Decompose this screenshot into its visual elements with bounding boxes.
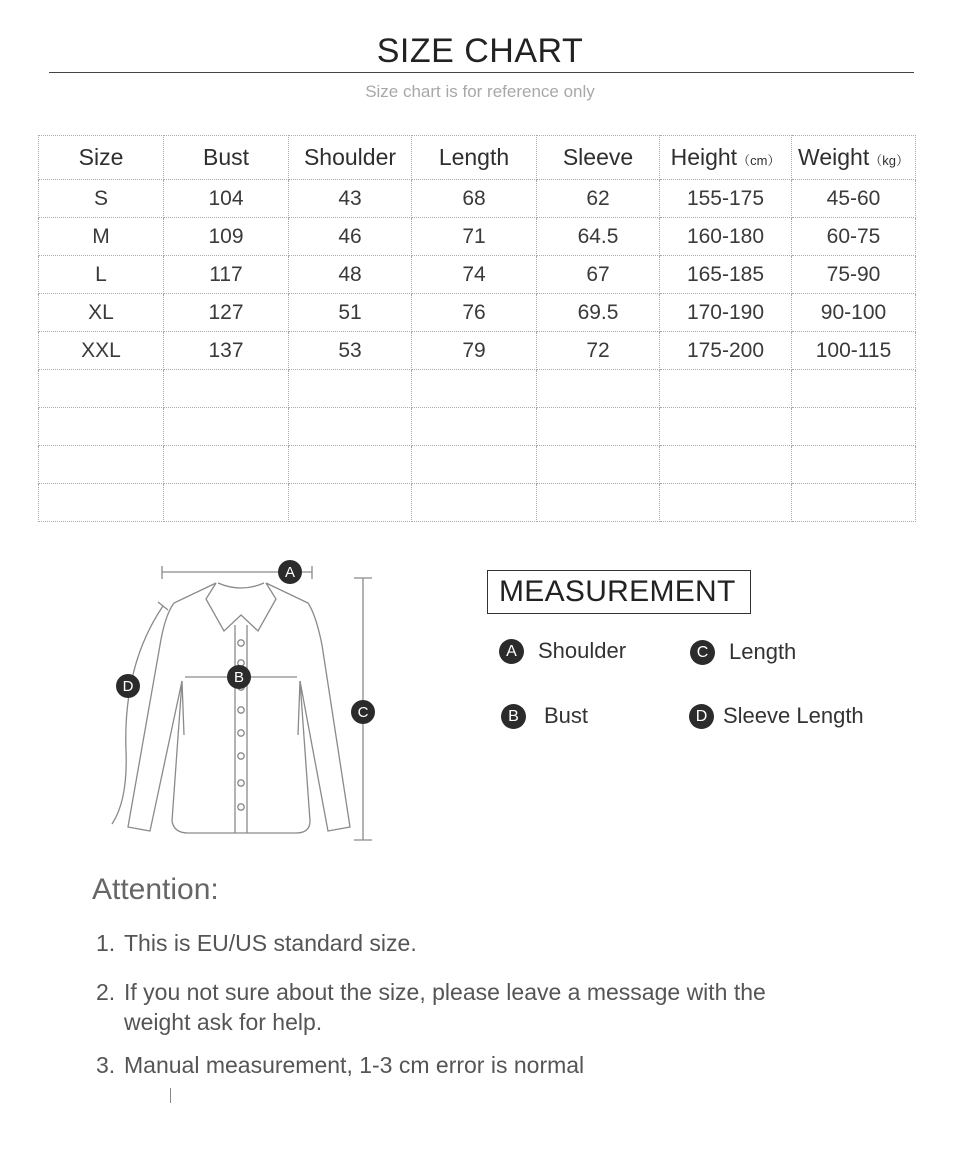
- cell-bust: 137: [164, 332, 289, 370]
- table-row: [39, 332, 916, 370]
- note-1-number: 1.: [96, 930, 116, 956]
- table-header-row: [39, 136, 916, 180]
- cell-bust: 109: [164, 218, 289, 256]
- legend-label-sleeve-length: Sleeve Length: [723, 703, 864, 728]
- cell-size: L: [39, 256, 164, 294]
- cell-shoulder: 43: [289, 180, 412, 218]
- cell-empty: [412, 484, 537, 522]
- cell-shoulder: 48: [289, 256, 412, 294]
- shirt-diagram: [100, 555, 400, 855]
- note-2-text-continued: weight ask for help.: [124, 1009, 323, 1035]
- cell-size: S: [39, 180, 164, 218]
- cell-length: 79: [412, 332, 537, 370]
- column-header-sleeve: Sleeve: [537, 136, 660, 180]
- cell-empty: [537, 484, 660, 522]
- cell-size: XL: [39, 294, 164, 332]
- column-header-weight: [792, 136, 916, 180]
- marker-a-letter: A: [284, 564, 296, 581]
- cell-weight: 100-115: [792, 332, 916, 370]
- measurement-heading: MEASUREMENT: [487, 570, 751, 614]
- cell-empty: [537, 446, 660, 484]
- cell-height: 165-185: [660, 256, 792, 294]
- legend-label-length: Length: [729, 639, 797, 664]
- table-row: [39, 256, 916, 294]
- legend-badge-c: C: [690, 640, 715, 665]
- cell-height: 160-180: [660, 218, 792, 256]
- cell-sleeve: 64.5: [537, 218, 660, 256]
- cell-shoulder: 51: [289, 294, 412, 332]
- legend-badge-a: A: [499, 639, 524, 664]
- cell-empty: [289, 408, 412, 446]
- height-unit: （cm）: [737, 153, 781, 168]
- legend-label-shoulder: Shoulder: [538, 638, 627, 663]
- column-header-height: [660, 136, 792, 180]
- note-2-text: If you not sure about the size, please leave a message with the: [124, 979, 766, 1005]
- cell-empty: [412, 446, 537, 484]
- page-subtitle: Size chart is for reference only: [365, 82, 595, 101]
- cell-length: 76: [412, 294, 537, 332]
- cell-size: M: [39, 218, 164, 256]
- note-1-text: This is EU/US standard size.: [124, 930, 417, 956]
- attention-heading: Attention:: [92, 873, 219, 906]
- cell-length: 74: [412, 256, 537, 294]
- marker-b-letter: B: [233, 669, 245, 686]
- cell-size: XXL: [39, 332, 164, 370]
- cell-sleeve: 69.5: [537, 294, 660, 332]
- cell-empty: [289, 446, 412, 484]
- decorative-tick: [170, 1088, 171, 1103]
- cell-empty: [660, 484, 792, 522]
- cell-height: 155-175: [660, 180, 792, 218]
- note-2-number: 2.: [96, 979, 116, 1005]
- page-title: SIZE CHART: [376, 32, 584, 70]
- weight-unit: （kg）: [869, 153, 909, 168]
- table-row: [39, 218, 916, 256]
- cell-empty: [164, 484, 289, 522]
- legend-item-length: [690, 639, 796, 665]
- cell-empty: [792, 484, 916, 522]
- size-table: [38, 135, 916, 522]
- legend-badge-b: B: [501, 704, 526, 729]
- table-row-empty: [39, 446, 916, 484]
- legend-label-bust: Bust: [544, 703, 589, 728]
- cell-empty: [39, 408, 164, 446]
- table-row: [39, 180, 916, 218]
- legend-badge-d: D: [689, 704, 714, 729]
- cell-empty: [289, 484, 412, 522]
- column-header-shoulder: Shoulder: [289, 136, 412, 180]
- cell-sleeve: 67: [537, 256, 660, 294]
- cell-empty: [164, 370, 289, 408]
- table-row-empty: [39, 408, 916, 446]
- cell-empty: [289, 370, 412, 408]
- cell-empty: [537, 408, 660, 446]
- marker-c-letter: C: [357, 704, 369, 721]
- cell-empty: [660, 370, 792, 408]
- cell-bust: 104: [164, 180, 289, 218]
- cell-empty: [412, 370, 537, 408]
- column-header-bust: Bust: [164, 136, 289, 180]
- table-row-empty: [39, 370, 916, 408]
- cell-weight: 45-60: [792, 180, 916, 218]
- cell-shoulder: 46: [289, 218, 412, 256]
- legend-item-shoulder: [499, 638, 626, 664]
- note-3-number: 3.: [96, 1052, 116, 1078]
- attention-note-1: [96, 928, 417, 958]
- cell-weight: 75-90: [792, 256, 916, 294]
- title-divider: [49, 72, 914, 73]
- cell-weight: 60-75: [792, 218, 916, 256]
- attention-note-2: [96, 977, 766, 1037]
- cell-empty: [537, 370, 660, 408]
- marker-d-letter: D: [122, 678, 134, 695]
- column-header-length: Length: [412, 136, 537, 180]
- cell-empty: [792, 446, 916, 484]
- cell-empty: [164, 408, 289, 446]
- legend-item-sleeve-length: [689, 703, 864, 729]
- cell-empty: [412, 408, 537, 446]
- legend-item-bust: [501, 703, 588, 729]
- cell-empty: [792, 408, 916, 446]
- cell-sleeve: 72: [537, 332, 660, 370]
- table-row: [39, 294, 916, 332]
- column-header-weight-label: Weight: [798, 144, 870, 170]
- cell-empty: [660, 446, 792, 484]
- table-row-empty: [39, 484, 916, 522]
- cell-height: 170-190: [660, 294, 792, 332]
- cell-sleeve: 62: [537, 180, 660, 218]
- cell-length: 71: [412, 218, 537, 256]
- cell-shoulder: 53: [289, 332, 412, 370]
- cell-empty: [39, 484, 164, 522]
- cell-empty: [39, 446, 164, 484]
- cell-height: 175-200: [660, 332, 792, 370]
- cell-empty: [164, 446, 289, 484]
- cell-empty: [39, 370, 164, 408]
- column-header-height-label: Height: [670, 144, 738, 170]
- cell-length: 68: [412, 180, 537, 218]
- cell-weight: 90-100: [792, 294, 916, 332]
- attention-note-3: [96, 1050, 584, 1080]
- cell-empty: [660, 408, 792, 446]
- cell-bust: 117: [164, 256, 289, 294]
- note-3-text: Manual measurement, 1-3 cm error is normal: [124, 1052, 585, 1078]
- cell-empty: [792, 370, 916, 408]
- cell-bust: 127: [164, 294, 289, 332]
- column-header-size: Size: [39, 136, 164, 180]
